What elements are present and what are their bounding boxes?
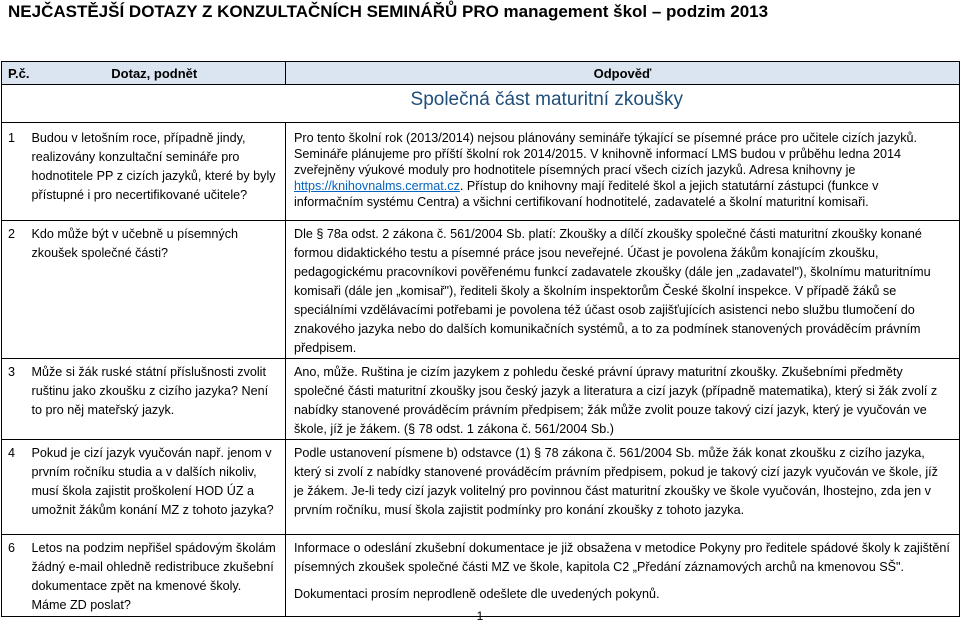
row-number: 3: [2, 359, 24, 440]
row-question: Budou v letošním roce, případně jindy, realizovány konzultační semináře pro hodnotitele PP z cizích jazyků, které by byly přístupné i pro necertifikované učitele?: [24, 123, 286, 221]
faq-table: [1, 61, 960, 617]
row-number: 2: [2, 221, 24, 359]
header-question: Dotaz, podnět: [24, 62, 286, 85]
row-question: Pokud je cizí jazyk vyučován např. jenom v prvním ročníku studia a v dalších nikoliv, musí škola zajistit proškolení HOD ÚZ a umožnit žákům konání MZ z tohoto jazyka?: [24, 440, 286, 535]
table-row: [2, 440, 960, 535]
row-question: Může si žák ruské státní příslušnosti zvolit ruštinu jako zkoušku z cizího jazyka? Není to pro něj mateřský jazyk.: [24, 359, 286, 440]
page-number: 1: [476, 609, 484, 623]
row-number: 1: [2, 123, 24, 221]
header-answer: Odpověď: [286, 62, 960, 85]
table-row: [2, 123, 960, 221]
row-answer: [286, 535, 960, 617]
document-title: NEJČASTĚJŠÍ DOTAZY Z KONZULTAČNÍCH SEMINÁŘŮ PRO management škol – podzim 2013: [8, 2, 769, 21]
answer-paragraph: Informace o odeslání zkušební dokumentace je již obsažena v metodice Pokyny pro ředitele spádové školy k zajištění písemných zkoušek společné části MZ ve škole, kapitola C2 „Předání záznamových archů na kmenovou SŠ".: [294, 541, 950, 574]
section-row: [2, 85, 960, 123]
answer-text: . Přístup do knihovny mají ředitelé škol a jejich statutární zástupci (funkce v informačním systému Centra) a všichni certifikovaní hodnotitelé, zadavatelé a školní maturitní komisaři.: [294, 179, 879, 209]
table-row: [2, 221, 960, 359]
table-row: [2, 359, 960, 440]
row-answer: [286, 123, 960, 221]
library-link[interactable]: https://knihovnalms.cermat.cz: [294, 179, 460, 193]
answer-text: Pro tento školní rok (2013/2014) nejsou plánovány semináře týkající se písemné práce pro učitele cizích jazyků. Semináře plánujeme pro příští školní rok 2014/2015. V knihovně informací LMS budou v průběhu ledna 2014 zveřejněny výukové moduly pro hodnotitele písemných prací všech cizích jazyků. Adresa knihovny je: [294, 131, 918, 177]
row-number: 6: [2, 535, 24, 617]
section-title: Společná část maturitní zkoušky: [2, 85, 960, 123]
table-header-row: [2, 62, 960, 85]
row-answer: Podle ustanovení písmene b) odstavce (1) § 78 zákona č. 561/2004 Sb. může žák konat zkoušku z cizího jazyka, který si zvolí z nabídky stanovené prováděcím právním předpisem, pokud je takový cizí jazyk vyučován ve škole, jíž je žákem. Je-li tedy cizí jazyk volitelný pro povinnou část maturitní zkoušky ve škole vyučován, lhostejno, zda jen v prvním ročníku, musí škola zajistit podmínky pro konání zkoušky z tohoto jazyka.: [286, 440, 960, 535]
row-question: Kdo může být v učebně u písemných zkoušek společné části?: [24, 221, 286, 359]
row-question: Letos na podzim nepřišel spádovým školám žádný e-mail ohledně redistribuce zkušební dokumentace zpět na kmenové školy. Máme ZD poslat?: [24, 535, 286, 617]
row-answer: Dle § 78a odst. 2 zákona č. 561/2004 Sb. platí: Zkoušky a dílčí zkoušky společné části maturitní zkoušky konané formou didaktického testu a písemné práce jsou neveřejné. Účast je povolena žákům konajícím zkoušku, pedagogickému pracovníkovi pověřenému funkcí zadavatele zkoušky (dále jen „zadavatel"), školnímu maturitnímu komisaři (dále jen „komisař"), řediteli školy a školním inspektorům České školní inspekce. V případě žáků se speciálními vzdělávacími potřebami je povolena též účast osob zajišťujících asistenci nebo službu tlumočení do znakového jazyka nebo do dalších komunikačních systémů, a to za podmínek stanovených prováděcím právním předpisem.: [286, 221, 960, 359]
row-answer: Ano, může. Ruština je cizím jazykem z pohledu české právní úpravy maturitní zkoušky. Zkušebními předměty společné části maturitní zkoušky jsou český jazyk a literatura a cizí jazyk (případně matematika), který si žák zvolí z nabídky stanovené prováděcím právním předpisem; žák může zvolit pouze takový cizí jazyk, který je vyučován ve škole, jíž je žákem. (§ 78 odst. 1 zákona č. 561/2004 Sb.): [286, 359, 960, 440]
table-row: [2, 535, 960, 617]
row-number: 4: [2, 440, 24, 535]
header-number: P.č.: [2, 62, 24, 85]
answer-paragraph: Dokumentaci prosím neprodleně odešlete dle uvedených pokynů.: [294, 587, 660, 601]
